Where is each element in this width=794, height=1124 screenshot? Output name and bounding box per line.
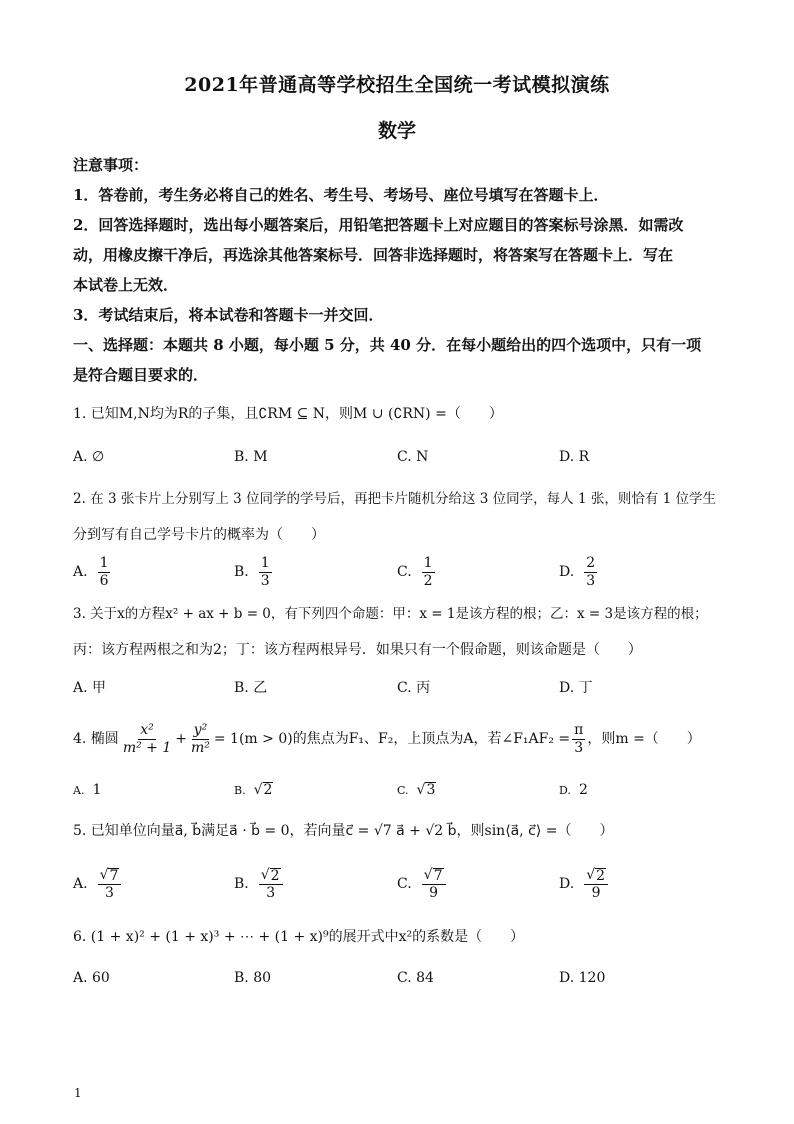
- question-1-option-a: A. ∅: [73, 449, 105, 465]
- question-4-option-b: B. √ 2: [234, 782, 273, 798]
- question-2-option-d: D. $\frac{2}{3}$: [559, 554, 596, 589]
- question-3-option-a: A. 甲: [73, 680, 107, 696]
- question-2: [73, 488, 723, 546]
- instruction-item-3: 3．考试结束后，将本试卷和答题卡一并交回．: [73, 306, 384, 324]
- question-3-option-d: D. 丁: [559, 680, 593, 696]
- instructions: [73, 150, 723, 390]
- question-2-option-c: C. $\frac{1}{2}$: [397, 554, 433, 589]
- fraction: $\frac{\pi}{3}$: [574, 721, 584, 756]
- question-6-stem: 6. (1 + x)² + (1 + x)³ + ⋯ + (1 + x)⁹的展开式中x²的系数是（ ）: [73, 929, 525, 945]
- question-4-option-d: D. 2: [559, 782, 588, 798]
- fraction: $\frac{1}{6}$: [99, 554, 109, 589]
- question-1-option-d: D. R: [559, 449, 590, 465]
- fraction: √ 7 9: [422, 867, 446, 902]
- question-1: [73, 403, 723, 425]
- question-2-option-b: B. $\frac{1}{3}$: [234, 554, 270, 589]
- exam-title: 2021年普通高等学校招生全国统一考试模拟演练: [184, 74, 610, 96]
- instruction-item-2-line-1: 2．回答选择题时，选出每小题答案后，用铅笔把答题卡上对应题目的答案标号涂黑．如需改: [73, 216, 684, 234]
- question-5-stem: 5. 已知单位向量a⃗, b⃗满足a⃗ · b⃗ = 0，若向量c⃗ = √7 a⃗ + √2 b⃗，则sin⟨a⃗, c⃗⟩ =（ ）: [73, 823, 614, 839]
- question-6-option-a: A. 60: [73, 970, 110, 986]
- fraction: $\frac{1}{2}$: [423, 554, 433, 589]
- question-2-stem-line-1: 2. 在 3 张卡片上分别写上 3 位同学的学号后，再把卡片随机分给这 3 位同学，每人 1 张，则恰有 1 位学生: [73, 491, 717, 507]
- instruction-item-2-line-3: 本试卷上无效．: [73, 276, 179, 294]
- question-3-option-b: B. 乙: [234, 680, 268, 696]
- question-4-option-a: A. 1: [73, 782, 102, 798]
- section-heading-line-2: 是符合题目要求的．: [73, 366, 209, 384]
- question-2-option-a: A. $\frac{1}{6}$: [73, 554, 109, 589]
- question-3-options: [73, 667, 723, 707]
- question-2-options: [73, 552, 723, 592]
- fraction: $\frac{1}{3}$: [260, 554, 270, 589]
- question-3: [73, 603, 723, 661]
- question-1-options: [73, 437, 723, 477]
- question-5-options: [73, 860, 723, 908]
- fraction: √ 2 9: [584, 867, 608, 902]
- question-3-option-c: C. 丙: [397, 680, 431, 696]
- question-5: [73, 820, 723, 842]
- question-4-option-c: C. √ 3: [397, 782, 436, 798]
- fraction: $\frac{\text{y²}}{\text{m²}}$: [190, 721, 210, 756]
- question-1-option-b: B. M: [234, 449, 268, 465]
- question-2-stem-line-2: 分到写有自己学号卡片的概率为（ ）: [73, 527, 325, 543]
- question-1-stem: 1. 已知M,N均为R的子集，且∁RM ⊆ N，则M ∪ (∁RN) =（ ）: [73, 406, 503, 422]
- question-5-option-c: C. √ 7 9: [397, 860, 448, 908]
- instructions-heading: 注意事项：: [73, 156, 149, 174]
- question-6-option-c: C. 84: [397, 970, 434, 986]
- question-5-option-d: D. √ 2 9: [559, 860, 610, 908]
- instruction-item-1: 1．答卷前，考生务必将自己的姓名、考生号、考场号、座位号填写在答题卡上．: [73, 186, 609, 204]
- question-6-options: [73, 958, 723, 998]
- section-heading-line-1: 一、选择题：本题共 8 小题，每小题 5 分，共 40 分．在每小题给出的四个选项中，只有一项: [73, 336, 702, 354]
- question-3-stem-line-1: 3. 关于x的方程x² + ax + b = 0，有下列四个命题：甲：x = 1是该方程的根；乙：x = 3是该方程的根；: [73, 606, 708, 622]
- fraction: $\frac{2}{3}$: [586, 554, 596, 589]
- question-5-option-a: A. √ 7 3: [73, 860, 123, 908]
- question-6: [73, 926, 723, 948]
- page-number: 1: [74, 1086, 82, 1100]
- question-6-option-b: B. 80: [234, 970, 272, 986]
- question-3-stem-line-2: 丙：该方程两根之和为2；丁：该方程两根异号．如果只有一个假命题，则该命题是（ ）: [73, 642, 642, 658]
- question-1-option-c: C. N: [397, 449, 429, 465]
- fraction: √ 7 3: [98, 867, 122, 902]
- question-4-options: [73, 770, 723, 810]
- question-4-stem: 4. 椭圆 $\frac{\text{x²}}{\text{m² + 1}}$ + $\frac{\text{y²}}{\text{m²}}$ = 1(m > 0)的焦点为F₁、F₂，上顶点为A，若∠F₁AF₂ = $\frac{\pi}{3}$ ，则m =（ ）: [73, 721, 701, 756]
- fraction: √ 2 3: [259, 867, 283, 902]
- fraction: $\frac{\text{x²}}{\text{m² + 1}}$: [122, 721, 172, 756]
- subject-title: 数学: [377, 120, 416, 142]
- instruction-item-2-line-2: 动，用橡皮擦干净后，再选涂其他答案标号．回答非选择题时，将答案写在答题卡上．写在: [73, 246, 674, 264]
- question-6-option-d: D. 120: [559, 970, 606, 986]
- question-5-option-b: B. √ 2 3: [234, 860, 285, 908]
